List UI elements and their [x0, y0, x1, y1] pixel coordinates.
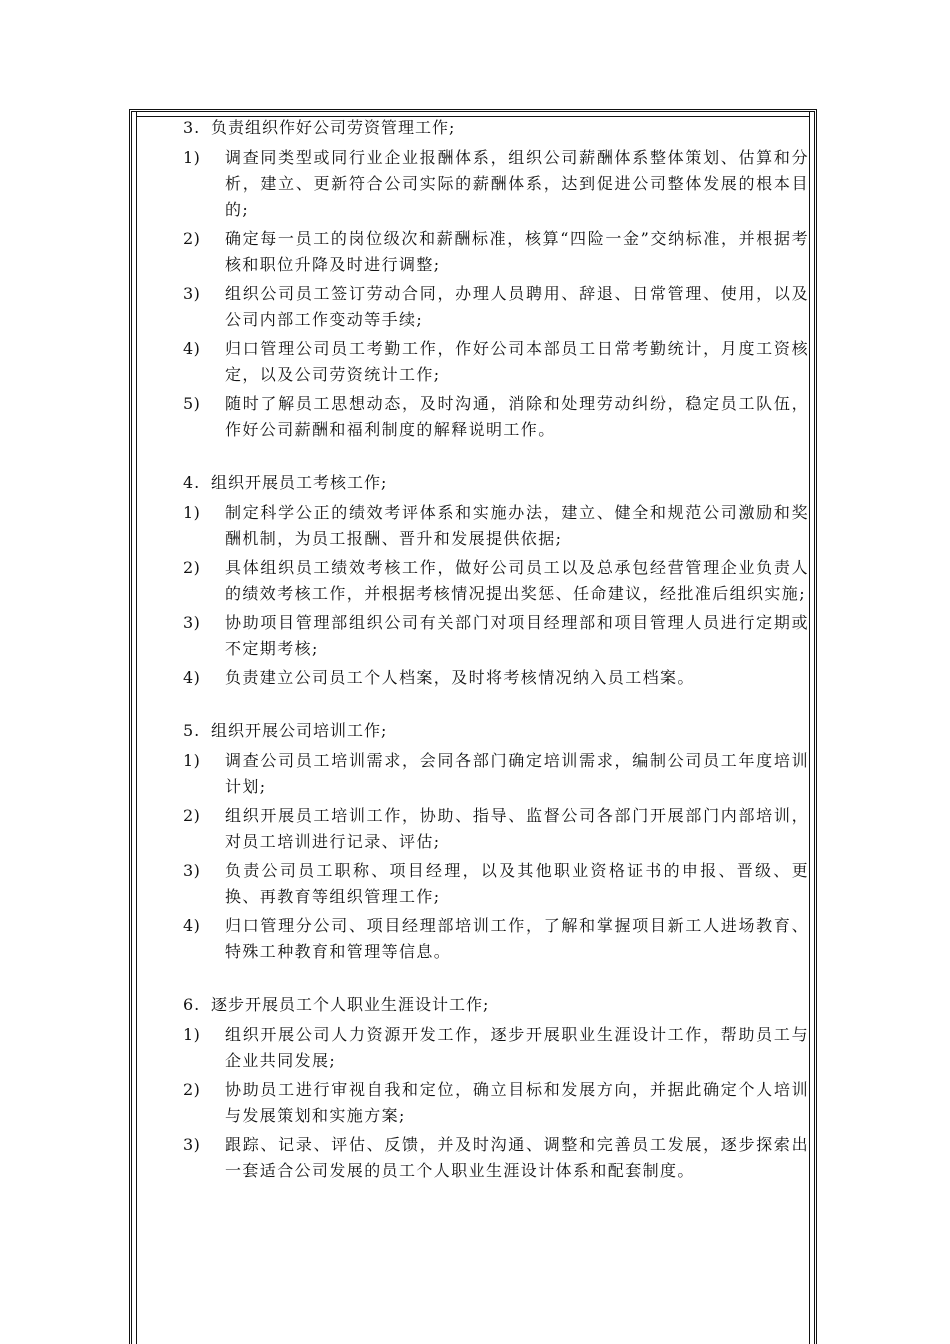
- item-number: 3): [183, 861, 201, 880]
- item-number: 4): [183, 668, 201, 687]
- section-heading: [183, 991, 809, 1019]
- list-item: [183, 500, 809, 552]
- item-number: 3): [183, 613, 201, 632]
- item-text: 归口管理公司员工考勤工作，作好公司本部员工日常考勤统计，月度工资核定，以及公司劳资统计工作;: [225, 339, 809, 384]
- item-text: 负责公司员工职称、项目经理，以及其他职业资格证书的申报、晋级、更换、再教育等组织管理工作;: [225, 861, 809, 906]
- section-heading: [183, 114, 809, 142]
- frame-inner-rule-right: [809, 112, 810, 1344]
- item-text: 调查同类型或同行业企业报酬体系，组织公司薪酬体系整体策划、估算和分析，建立、更新符合公司实际的薪酬体系，达到促进公司整体发展的根本目的;: [225, 148, 809, 219]
- section-title: 组织开展员工考核工作;: [211, 473, 388, 492]
- item-text: 组织开展员工培训工作，协助、指导、监督公司各部门开展部门内部培训，对员工培训进行记录、评估;: [225, 806, 809, 851]
- list-item: [183, 226, 809, 278]
- list-item: [183, 1077, 809, 1129]
- item-text: 组织公司员工签订劳动合同，办理人员聘用、辞退、日常管理、使用，以及公司内部工作变动等手续;: [225, 284, 809, 329]
- section-number: 3.: [183, 118, 201, 137]
- list-item: [183, 391, 809, 443]
- section-number: 4.: [183, 473, 201, 492]
- item-number: 1): [183, 503, 201, 522]
- list-item: [183, 665, 809, 691]
- section-title: 逐步开展员工个人职业生涯设计工作;: [211, 995, 490, 1014]
- item-number: 2): [183, 229, 201, 248]
- section-employee-assessment: [183, 469, 809, 691]
- item-text: 随时了解员工思想动态，及时沟通，消除和处理劳动纠纷，稳定员工队伍，作好公司薪酬和福利制度的解释说明工作。: [225, 394, 809, 439]
- item-number: 4): [183, 339, 201, 358]
- section-labor-management: [183, 114, 809, 443]
- list-item: [183, 145, 809, 223]
- item-text: 协助项目管理部组织公司有关部门对项目经理部和项目管理人员进行定期或不定期考核;: [225, 613, 809, 658]
- item-text: 制定科学公正的绩效考评体系和实施办法，建立、健全和规范公司激励和奖酬机制，为员工报酬、晋升和发展提供依据;: [225, 503, 809, 548]
- item-text: 确定每一员工的岗位级次和薪酬标准，核算“四险一金”交纳标准，并根据考核和职位升降及时进行调整;: [225, 229, 809, 274]
- list-item: [183, 1022, 809, 1074]
- section-training: [183, 717, 809, 965]
- item-number: 4): [183, 916, 201, 935]
- section-title: 组织开展公司培训工作;: [211, 721, 388, 740]
- item-text: 负责建立公司员工个人档案，及时将考核情况纳入员工档案。: [225, 668, 695, 687]
- item-number: 1): [183, 148, 201, 167]
- item-number: 5): [183, 394, 201, 413]
- list-item: [183, 610, 809, 662]
- section-career-planning: [183, 991, 809, 1184]
- list-item: [183, 748, 809, 800]
- item-text: 具体组织员工绩效考核工作，做好公司员工以及总承包经营管理企业负责人的绩效考核工作，并根据考核情况提出奖惩、任命建议，经批准后组织实施;: [225, 558, 809, 603]
- list-item: [183, 555, 809, 607]
- item-number: 1): [183, 1025, 201, 1044]
- item-text: 组织开展公司人力资源开发工作，逐步开展职业生涯设计工作，帮助员工与企业共同发展;: [225, 1025, 809, 1070]
- item-number: 2): [183, 1080, 201, 1099]
- item-number: 3): [183, 284, 201, 303]
- item-text: 调查公司员工培训需求，会同各部门确定培训需求，编制公司员工年度培训计划;: [225, 751, 809, 796]
- list-item: [183, 858, 809, 910]
- item-text: 跟踪、记录、评估、反馈，并及时沟通、调整和完善员工发展，逐步探索出一套适合公司发展的员工个人职业生涯设计体系和配套制度。: [225, 1135, 809, 1180]
- item-number: 1): [183, 751, 201, 770]
- item-number: 2): [183, 558, 201, 577]
- section-title: 负责组织作好公司劳资管理工作;: [211, 118, 456, 137]
- list-item: [183, 1132, 809, 1184]
- section-heading: [183, 469, 809, 497]
- list-item: [183, 913, 809, 965]
- document-body: [183, 114, 809, 1184]
- section-number: 6.: [183, 995, 201, 1014]
- section-heading: [183, 717, 809, 745]
- section-number: 5.: [183, 721, 201, 740]
- frame-inner-rule-left: [136, 112, 137, 1344]
- list-item: [183, 336, 809, 388]
- list-item: [183, 281, 809, 333]
- list-item: [183, 803, 809, 855]
- item-text: 协助员工进行审视自我和定位，确立目标和发展方向，并据此确定个人培训与发展策划和实施方案;: [225, 1080, 809, 1125]
- item-number: 3): [183, 1135, 201, 1154]
- item-number: 2): [183, 806, 201, 825]
- item-text: 归口管理分公司、项目经理部培训工作，了解和掌握项目新工人进场教育、特殊工种教育和管理等信息。: [225, 916, 809, 961]
